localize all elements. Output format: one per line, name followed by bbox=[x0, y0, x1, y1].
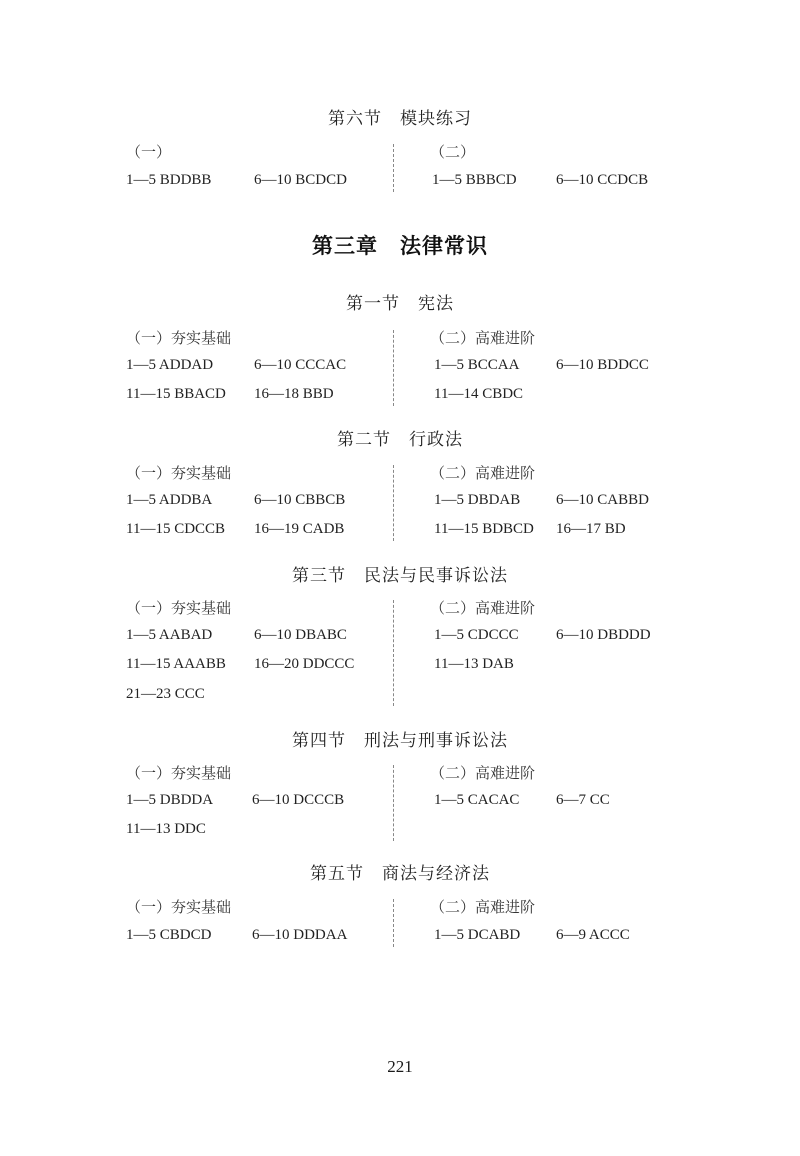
answer-cell: 6—10 BCDCD bbox=[254, 172, 347, 188]
part-advanced-header: （二）高难进阶 bbox=[430, 329, 536, 347]
answer-cell: 1—5 ADDAD bbox=[126, 357, 214, 373]
answer-cell: 6—10 DCCCB bbox=[252, 792, 345, 808]
answer-cell: 6—10 DBABC bbox=[254, 627, 347, 643]
answer-cell: 11—14 CBDC bbox=[434, 386, 524, 402]
part-basic-header: （一）夯实基础 bbox=[126, 599, 232, 617]
section-title-civil-law: 第三节 民法与民事诉讼法 bbox=[292, 566, 508, 586]
answer-cell: 6—7 CC bbox=[556, 792, 610, 808]
column-divider bbox=[393, 765, 394, 841]
chapter-title: 第三章 法律常识 bbox=[312, 234, 488, 258]
answer-cell: 6—10 DDDAA bbox=[252, 927, 348, 943]
answer-cell: 16—17 BD bbox=[556, 521, 626, 537]
column-divider bbox=[393, 600, 394, 706]
part-basic-header: （一）夯实基础 bbox=[126, 464, 232, 482]
column-divider bbox=[393, 144, 394, 192]
section-title-module-practice: 第六节 模块练习 bbox=[328, 109, 472, 129]
page-number: 221 bbox=[387, 1057, 413, 1076]
column-divider bbox=[393, 899, 394, 947]
answer-cell: 1—5 CBDCD bbox=[126, 927, 212, 943]
answer-cell: 6—10 CABBD bbox=[556, 492, 649, 508]
answer-cell: 16—20 DDCCC bbox=[254, 656, 355, 672]
answer-cell: 6—9 ACCC bbox=[556, 927, 630, 943]
part-advanced-header: （二）高难进阶 bbox=[430, 599, 536, 617]
answer-cell: 1—5 DBDDA bbox=[126, 792, 214, 808]
section-title-commercial-law: 第五节 商法与经济法 bbox=[310, 864, 490, 884]
answer-cell: 6—10 CCDCB bbox=[556, 172, 649, 188]
answer-cell: 11—15 BDBCD bbox=[434, 521, 534, 537]
section-title-administrative-law: 第二节 行政法 bbox=[337, 430, 463, 450]
answer-cell: 16—18 BBD bbox=[254, 386, 334, 402]
answer-cell: 11—13 DDC bbox=[126, 821, 206, 837]
part-advanced-header: （二）高难进阶 bbox=[430, 464, 536, 482]
answer-cell: 1—5 ADDBA bbox=[126, 492, 213, 508]
column-divider bbox=[393, 330, 394, 406]
part-basic-header: （一）夯实基础 bbox=[126, 329, 232, 347]
answer-cell: 6—10 CCCAC bbox=[254, 357, 347, 373]
part-two-header: （二） bbox=[430, 143, 476, 161]
answer-cell: 1—5 BBBCD bbox=[432, 172, 517, 188]
section-title-criminal-law: 第四节 刑法与刑事诉讼法 bbox=[292, 731, 508, 751]
part-basic-header: （一）夯实基础 bbox=[126, 764, 232, 782]
answer-cell: 1—5 DBDAB bbox=[434, 492, 521, 508]
part-advanced-header: （二）高难进阶 bbox=[430, 764, 536, 782]
answer-cell: 11—15 AAABB bbox=[126, 656, 226, 672]
part-one-header: （一） bbox=[126, 143, 172, 161]
section-title-constitution: 第一节 宪法 bbox=[346, 294, 454, 314]
answer-cell: 1—5 AABAD bbox=[126, 627, 213, 643]
answer-cell: 11—15 BBACD bbox=[126, 386, 226, 402]
answer-cell: 11—13 DAB bbox=[434, 656, 514, 672]
part-advanced-header: （二）高难进阶 bbox=[430, 898, 536, 916]
answer-cell: 6—10 BDDCC bbox=[556, 357, 649, 373]
answer-cell: 11—15 CDCCB bbox=[126, 521, 226, 537]
answer-cell: 1—5 DCABD bbox=[434, 927, 521, 943]
answer-cell: 16—19 CADB bbox=[254, 521, 345, 537]
answer-cell: 1—5 BCCAA bbox=[434, 357, 520, 373]
part-basic-header: （一）夯实基础 bbox=[126, 898, 232, 916]
column-divider bbox=[393, 465, 394, 541]
answer-cell: 1—5 BDDBB bbox=[126, 172, 212, 188]
answer-cell: 6—10 CBBCB bbox=[254, 492, 346, 508]
answer-cell: 6—10 DBDDD bbox=[556, 627, 651, 643]
answer-cell: 1—5 CDCCC bbox=[434, 627, 519, 643]
answer-cell: 1—5 CACAC bbox=[434, 792, 520, 808]
answer-cell: 21—23 CCC bbox=[126, 686, 205, 702]
